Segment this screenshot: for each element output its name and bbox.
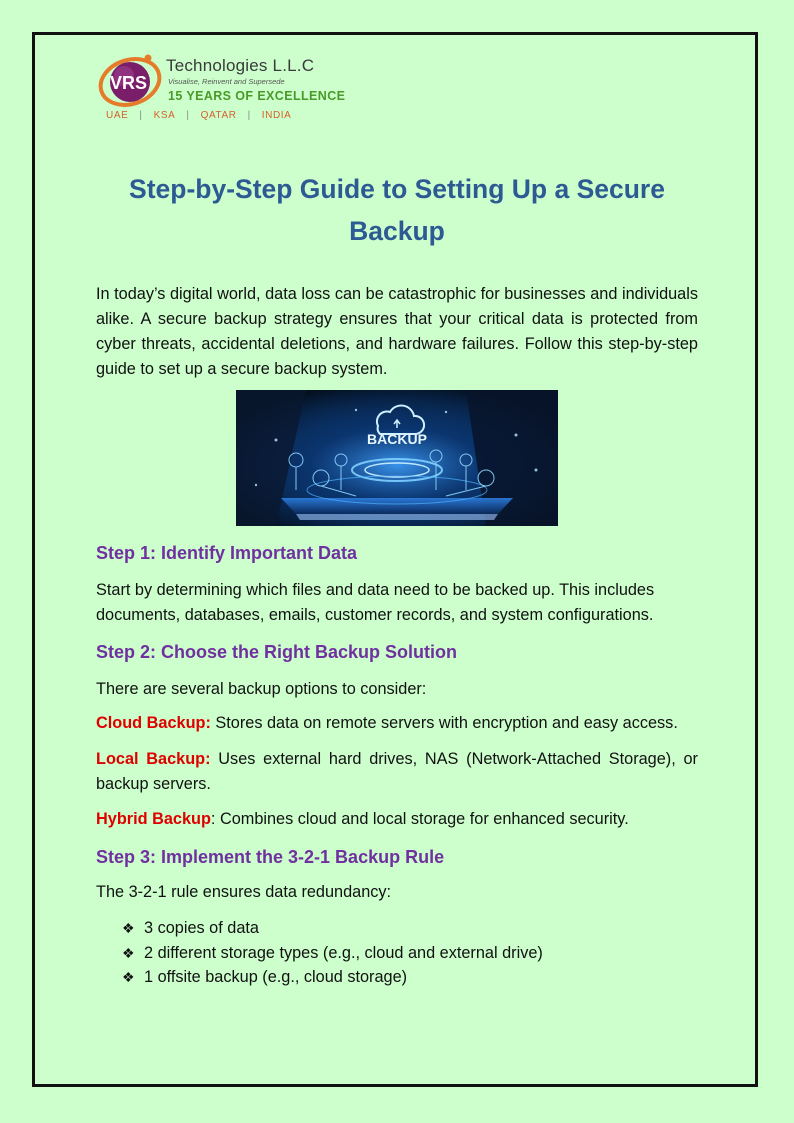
diamond-bullet-icon: ❖: [122, 969, 135, 985]
rule-bullet-list: [122, 916, 543, 990]
option-cloud-label: Cloud Backup:: [96, 714, 211, 732]
diamond-bullet-icon: ❖: [122, 920, 135, 936]
intro-paragraph: In today’s digital world, data loss can be catastrophic for businesses and individuals alike. A secure backup strategy ensures that your critical data is protected from cyber threats, accidental deletions, and hardware failures. Follow this step-by-step guide to set up a secure backup system.: [96, 285, 698, 378]
region-india: INDIA: [261, 110, 292, 121]
bullet-text: 2 different storage types (e.g., cloud and external drive): [144, 943, 543, 962]
logo-regions: UAE | KSA | QATAR | INDIA: [106, 110, 292, 121]
step1-paragraph: Start by determining which files and data need to be backed up. This includes documents, databases, emails, customer records, and system configurations.: [96, 581, 655, 624]
logo-mark-text: VRS: [110, 73, 148, 93]
bullet-text: 3 copies of data: [144, 919, 259, 937]
step2-intro: There are several backup options to consider:: [96, 680, 427, 698]
option-hybrid-text: : Combines cloud and local storage for enhanced security.: [210, 810, 629, 828]
vrs-globe-icon: [96, 52, 168, 112]
backup-hero-image: [236, 390, 558, 526]
region-qatar: QATAR: [200, 110, 237, 121]
logo-tagline: Visualise, Reinvent and Supersede: [168, 77, 285, 86]
region-ksa: KSA: [153, 110, 176, 121]
list-item: [122, 965, 543, 990]
option-local-text: Uses external hard drives, NAS (Network-Attached Storage), or backup servers.: [96, 750, 698, 793]
option-local-backup: [96, 747, 698, 797]
region-uae: UAE: [106, 110, 129, 121]
page-title: Step-by-Step Guide to Setting Up a Secure Backup: [129, 174, 665, 246]
cloud-backup-illustration: [236, 390, 558, 526]
logo-company-name: Technologies L.L.C: [166, 56, 315, 75]
step1-heading: Step 1: Identify Important Data: [96, 543, 358, 563]
diamond-bullet-icon: ❖: [122, 944, 135, 961]
list-item: [122, 916, 543, 941]
option-hybrid-label: Hybrid Backup: [96, 810, 211, 828]
list-item: [122, 941, 543, 966]
option-hybrid-backup: [96, 807, 698, 832]
logo-years: 15 YEARS OF EXCELLENCE: [168, 89, 346, 103]
option-cloud-backup: [96, 711, 698, 736]
step3-intro: The 3-2-1 rule ensures data redundancy:: [96, 883, 392, 901]
hero-backup-label: BACKUP: [367, 431, 427, 447]
option-cloud-text: Stores data on remote servers with encryption and easy access.: [210, 714, 678, 732]
step2-heading: Step 2: Choose the Right Backup Solution: [96, 642, 458, 662]
option-local-label: Local Backup:: [96, 750, 211, 768]
company-logo: [96, 52, 346, 130]
step3-heading: Step 3: Implement the 3-2-1 Backup Rule: [96, 847, 445, 867]
bullet-text: 1 offsite backup (e.g., cloud storage): [144, 968, 408, 986]
